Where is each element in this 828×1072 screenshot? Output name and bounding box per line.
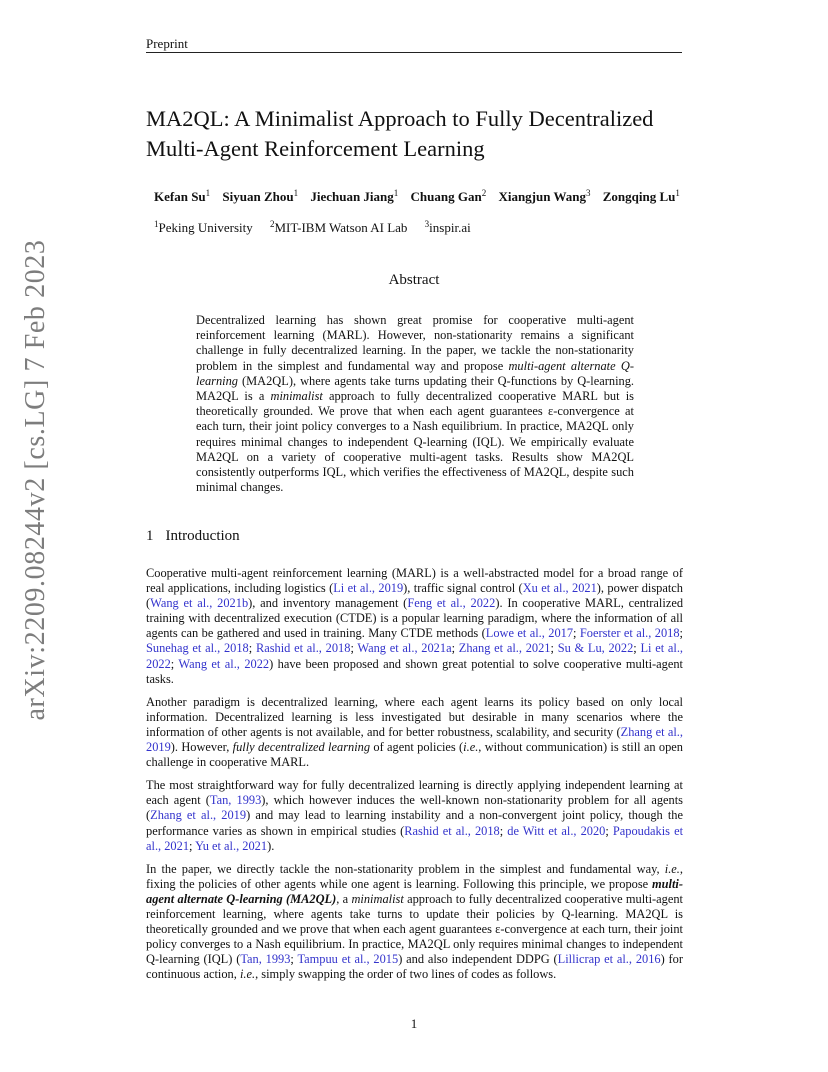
author-name: Siyuan Zhou [222,189,294,204]
citation-link[interactable]: Wang et al., 2021a [357,641,452,656]
author [411,189,487,204]
citation-link[interactable]: Zhang et al., 2021 [458,641,551,656]
author-affiliation-mark: 1 [293,188,299,198]
header-rule [146,52,682,53]
author [222,189,298,204]
citation-link[interactable]: Foerster et al., 2018 [579,626,680,641]
citation-link[interactable]: Su & Lu, 2022 [557,641,634,656]
author [154,189,210,204]
abstract-heading: Abstract [388,272,440,288]
affiliation-name: MIT-IBM Watson AI Lab [274,220,408,235]
affiliation-number: 3 [424,219,430,229]
author-name: Chuang Gan [410,189,482,204]
paper-title: MA2QL: A Minimalist Approach to Fully Decentralized Multi-Agent Reinforcement Learning [146,106,654,161]
citation-link[interactable]: Rashid et al., 2018 [404,823,500,838]
citation-link[interactable]: Rashid et al., 2018 [255,641,351,656]
citation-link[interactable]: Lowe et al., 2017 [485,626,574,641]
page-number: 1 [410,1016,418,1031]
citation-link[interactable]: Sunehag et al., 2018 [146,641,249,656]
citation-link[interactable]: Li et al., 2019 [333,581,404,596]
author-name: Zongqing Lu [602,189,676,204]
citation-link[interactable]: Li et al., 2022 [146,641,684,671]
paragraph: The most straightforward way for fully decentralized learning is directly applying independent learning at each agent (Tan, 1993), which however induces the well-known non-stationarity problem for all agents (Zhang et al., 2019) and may lead to learning instability and a non-convergent joint policy, though the performance varies as shown in empirical studies (Rashid et al., 2018; de Witt et al., 2020; Papoudakis et al., 2021; Yu et al., 2021). [146,778,684,853]
author-affiliation-mark: 3 [586,188,591,198]
author-affiliation-mark: 2 [481,188,487,198]
paragraph: Cooperative multi-agent reinforcement learning (MARL) is a well-abstracted model for a broad range of real applications, including logistics (Li et al., 2019), traffic signal control (Xu et al., 2021), power dispatch (Wang et al., 2021b), and inventory management (Feng et al., 2022). In cooperative MARL, centralized training with decentralized execution (CTDE) is a popular learning paradigm, where the information of all agents can be gathered and used in training. Many CTDE methods (Lowe et al., 2017; Foerster et al., 2018; Sunehag et al., 2018; Rashid et al., 2018; Wang et al., 2021a; Zhang et al., 2021; Su & Lu, 2022; Li et al., 2022; Wang et al., 2022) have been proposed and shown great potential to solve cooperative multi-agent tasks. [146,566,684,686]
abstract-text: Decentralized learning has shown great promise for cooperative multi-agent reinforcement learning (MARL). However, non-stationarity remains a significant challenge in fully decentralized learning. In the paper, we tackle the non-stationarity problem in the simplest and fundamental way and propose multi-agent alternate Q-learning (MA2QL), where agents take turns updating their Q-functions by Q-learning. MA2QL is a minimalist approach to fully decentralized cooperative MARL but is theoretically grounded. We prove that when each agent guarantees ε-convergence at each turn, their joint policy converges to a Nash equilibrium. In practice, MA2QL only requires minimal changes to independent Q-learning (IQL). We empirically evaluate MA2QL on a variety of cooperative multi-agent tasks. Results show MA2QL consistently outperforms IQL, which verifies the effectiveness of MA2QL, despite such minimal changes. [196,313,634,495]
section-number: 1 [146,528,154,544]
section-heading [146,528,240,545]
section-title: Introduction [165,528,240,544]
author-affiliation-mark: 1 [675,188,680,198]
author-name: Kefan Su [154,189,206,204]
author-list [154,188,689,205]
affiliation-name: inspir.ai [429,220,471,235]
citation-link[interactable]: Wang et al., 2022 [178,656,270,671]
citation-link[interactable]: Tan, 1993 [209,793,262,808]
citation-link[interactable]: Feng et al., 2022 [407,596,496,611]
citation-link[interactable]: Tampuu et al., 2015 [297,952,399,967]
arxiv-side-stamp: arXiv:2209.08244v2 [cs.LG] 7 Feb 2023 [20,239,51,721]
citation-link[interactable]: Zhang et al., 2019 [150,808,247,823]
paragraph: In the paper, we directly tackle the non-stationarity problem in the simplest and fundamental way, i.e., fixing the policies of other agents while one agent is learning. Following this principle, we propose multi-agent alternate Q-learning (MA2QL), a minimalist approach to fully decentralized cooperative multi-agent reinforcement learning, where agents take turns to update their policies by Q-learning. MA2QL is theoretically grounded and we prove that when each agent guarantees ε-convergence at each turn, their joint policy converges to a Nash equilibrium. In practice, MA2QL only requires minimal changes to independent Q-learning (IQL) (Tan, 1993; Tampuu et al., 2015) and also independent DDPG (Lillicrap et al., 2016) for continuous action, i.e., simply swapping the order of two lines of codes as follows. [146,861,683,982]
author [498,189,590,204]
paragraph: Another paradigm is decentralized learning, where each agent learns its policy based on only local information. Decentralized learning is less investigated but desirable in many scenarios where the information of other agents is not available, and for better robustness, scalability, and security (Zhang et al., 2019). However, fully decentralized learning of agent policies (i.e., without communication) is still an open challenge in cooperative MARL. [146,694,683,770]
citation-link[interactable]: Lillicrap et al., 2016 [557,952,661,967]
citation-link[interactable]: Tan, 1993 [240,952,291,967]
affiliation [154,220,253,235]
running-head: Preprint [146,36,188,51]
author-name: Xiangjun Wang [498,189,586,204]
citation-link[interactable]: Wang et al., 2021b [150,596,249,611]
citation-link[interactable]: Papoudakis et al., 2021 [146,823,684,853]
citation-link[interactable]: de Witt et al., 2020 [507,823,606,838]
citation-link[interactable]: Yu et al., 2021 [195,838,268,853]
author-name: Jiechuan Jiang [310,189,394,204]
citation-link[interactable]: Zhang et al., 2019 [146,724,683,755]
affiliation-number: 2 [270,219,275,229]
affiliation-name: Peking University [158,220,253,235]
citation-link[interactable]: Xu et al., 2021 [522,581,597,596]
author-affiliation-mark: 1 [205,188,211,198]
affiliation [425,220,471,235]
author [310,189,398,204]
affiliation-number: 1 [154,219,159,229]
affiliation-list [154,219,485,236]
affiliation [270,220,407,235]
author-affiliation-mark: 1 [393,188,399,198]
body-text [146,566,683,990]
author [603,189,680,204]
